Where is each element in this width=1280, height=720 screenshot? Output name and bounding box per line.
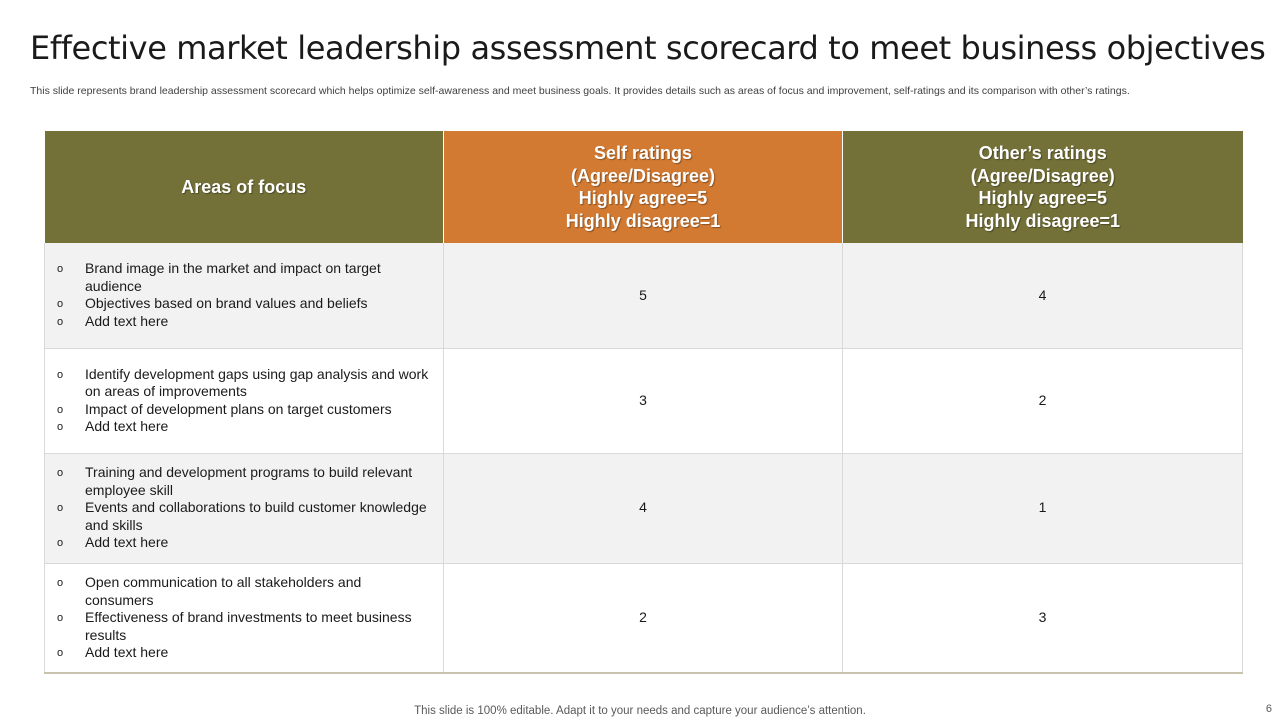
others-rating-cell: 1 <box>843 453 1243 563</box>
self-rating-cell: 3 <box>444 348 843 453</box>
header-line: Highly agree=5 <box>978 188 1108 208</box>
focus-text: Open communication to all stakeholders and consumers <box>85 574 362 608</box>
slide-subtitle: This slide represents brand leadership assessment scorecard which helps optimize self-awareness and meet business goals. It provides details such as areas of focus and improvement, self-ratings and its comparison with other’s ratings. <box>30 85 1130 97</box>
list-item <box>57 313 431 331</box>
header-others-ratings <box>843 131 1243 243</box>
list-item <box>57 574 431 609</box>
bullet-icon: o <box>57 502 64 515</box>
table-row <box>45 563 1243 673</box>
header-line: Highly disagree=1 <box>565 210 721 231</box>
focus-cell <box>45 348 444 453</box>
header-line: Self ratings <box>593 143 693 163</box>
focus-list <box>45 366 443 436</box>
header-line: (Agree/Disagree) <box>570 165 716 186</box>
focus-text: Add text here <box>85 534 169 551</box>
list-item <box>57 295 431 313</box>
header-self-ratings <box>444 131 843 243</box>
page-number: 6 <box>1265 703 1272 715</box>
focus-text: Effectiveness of brand investments to meet business results <box>85 609 412 643</box>
focus-list <box>45 260 443 330</box>
bullet-icon: o <box>57 647 64 659</box>
slide-title: Effective market leadership assessment scorecard to meet business objectives <box>30 29 1266 67</box>
others-rating-cell: 3 <box>843 563 1243 673</box>
list-item <box>57 644 431 662</box>
list-item <box>57 464 431 499</box>
focus-text: Brand image in the market and impact on target audience <box>85 260 381 294</box>
list-item <box>57 609 431 644</box>
bullet-icon: o <box>57 368 64 381</box>
list-item <box>57 534 431 552</box>
focus-text: Training and development programs to build relevant employee skill <box>85 464 413 498</box>
bullet-icon: o <box>57 467 64 480</box>
scorecard-table <box>44 131 1243 674</box>
header-line: Other’s ratings <box>978 143 1107 163</box>
bullet-icon: o <box>57 403 64 416</box>
table-row <box>45 348 1243 453</box>
header-line: Highly disagree=1 <box>965 210 1121 231</box>
focus-text: Add text here <box>85 312 169 329</box>
list-item <box>57 418 431 436</box>
bullet-icon: o <box>57 298 64 311</box>
header-line: Highly agree=5 <box>578 188 708 208</box>
focus-text: Events and collaborations to build customer knowledge and skills <box>85 499 427 533</box>
bullet-icon: o <box>57 537 64 550</box>
focus-text: Add text here <box>85 418 169 434</box>
header-line: (Agree/Disagree) <box>970 165 1115 186</box>
others-rating-cell: 4 <box>843 243 1243 348</box>
focus-list <box>45 464 443 552</box>
table-row <box>45 243 1243 348</box>
bullet-icon: o <box>57 577 64 589</box>
self-rating-cell: 2 <box>444 563 843 673</box>
footer-note: This slide is 100% editable. Adapt it to your needs and capture your audience’s attention. <box>414 705 866 717</box>
others-rating-cell: 2 <box>843 348 1243 453</box>
table-row <box>45 453 1243 563</box>
self-rating-cell: 4 <box>444 453 843 563</box>
list-item <box>57 366 431 401</box>
list-item <box>57 260 431 295</box>
focus-cell <box>45 563 444 673</box>
focus-text: Identify development gaps using gap analysis and work on areas of improvements <box>85 365 429 399</box>
focus-text: Add text here <box>85 644 169 660</box>
bullet-icon: o <box>57 612 64 624</box>
self-rating-cell: 5 <box>444 243 843 348</box>
focus-text: Objectives based on brand values and beliefs <box>85 295 368 312</box>
focus-text: Impact of development plans on target customers <box>85 400 392 417</box>
bullet-icon: o <box>57 263 64 276</box>
list-item <box>57 401 431 419</box>
focus-list <box>45 574 443 662</box>
focus-cell <box>45 453 444 563</box>
focus-cell <box>45 243 444 348</box>
header-areas-of-focus <box>45 131 444 243</box>
bullet-icon: o <box>57 315 64 328</box>
bullet-icon: o <box>57 421 64 433</box>
header-row <box>45 131 1243 243</box>
list-item <box>57 499 431 534</box>
header-line: Areas of focus <box>181 176 307 197</box>
